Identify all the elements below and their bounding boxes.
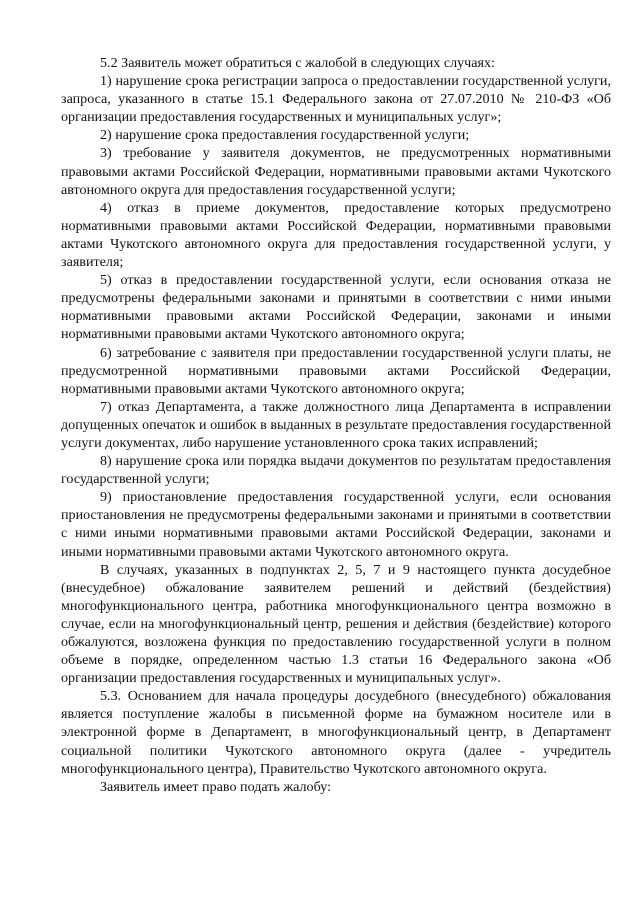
paragraph-item-7: 7) отказ Департамента, а также должностного лица Департамента в исправлении допущенных опечаток и ошибок в выданных в результате предоставления государственной услуги документах, либо нарушение установленного срока таких исправлений; (61, 398, 611, 451)
paragraph-right-to-complain: Заявитель имеет право подать жалобу: (100, 778, 331, 795)
paragraph-item-4: 4) отказ в приеме документов, предоставление которых предусмотрено нормативными правовыми актами Российской Федерации, нормативными правовыми актами Чукотского автономного округа для предоставления государственной услуги, у заявителя; (61, 199, 611, 271)
paragraph-item-9: 9) приостановление предоставления государственной услуги, если основания приостановления не предусмотрены федеральными законами и принятыми в соответствии с ними иными нормативными правовыми актами Российской Федерации, законами и иными нормативными правовыми актами Чукотского автономного округа. (61, 489, 611, 560)
paragraph-5-2-intro: 5.2 Заявитель может обратиться с жалобой в следующих случаях: (100, 55, 495, 71)
paragraph-item-5: 5) отказ в предоставлении государственной услуги, если основания отказа не предусмотрены федеральными законами и принятыми в соответствии с ними иными нормативными правовыми актами Российской Федерации, законами и иными нормативными правовыми актами Чукотского автономного округа; (61, 272, 611, 343)
paragraph-item-3: 3) требование у заявителя документов, не предусмотренных нормативными правовыми актами Российской Федерации, нормативными правовыми актами Чукотского автономного округа для предоставления государственной услуги; (61, 145, 611, 198)
document-page (61, 54, 611, 796)
paragraph-mfc-cases: В случаях, указанных в подпунктах 2, 5, 7 и 9 настоящего пункта досудебное (внесудебное) обжалование заявителем решений и действий (бездействия) многофункционального центра, работника многофункционального центра возможно в случае, если на многофункциональный центр, решения и действия (бездействие) которого обжалуются, возложена функция по предоставлению государственной услуги в полном объеме в порядке, определенном частью 1.3 статьи 16 Федерального закона «Об организации предоставления государственных и муниципальных услуг». (61, 561, 611, 687)
paragraph-item-1: 1) нарушение срока регистрации запроса о предоставлении государственной услуги, запроса, указанного в статье 15.1 Федерального закона от 27.07.2010 № 210-ФЗ «Об организации предоставления государственных и муниципальных услуг»; (61, 73, 611, 126)
paragraph-item-2: 2) нарушение срока предоставления государственной услуги; (100, 127, 470, 144)
paragraph-item-8: 8) нарушение срока или порядка выдачи документов по результатам предоставления государственной услуги; (61, 453, 611, 488)
paragraph-5-3: 5.3. Основанием для начала процедуры досудебного (внесудебного) обжалования является поступление жалобы в письменной форме на бумажном носителе или в электронной форме в Департамент, в многофункциональный центр, в Департамент социальной политики Чукотского автономного округа (далее - учредитель многофункционального центра), Правительство Чукотского автономного округа. (61, 688, 611, 777)
paragraph-item-6: 6) затребование с заявителя при предоставлении государственной услуги платы, не предусмотренной нормативными правовыми актами Российской Федерации, нормативными правовыми актами Чукотского автономного округа; (61, 344, 611, 397)
